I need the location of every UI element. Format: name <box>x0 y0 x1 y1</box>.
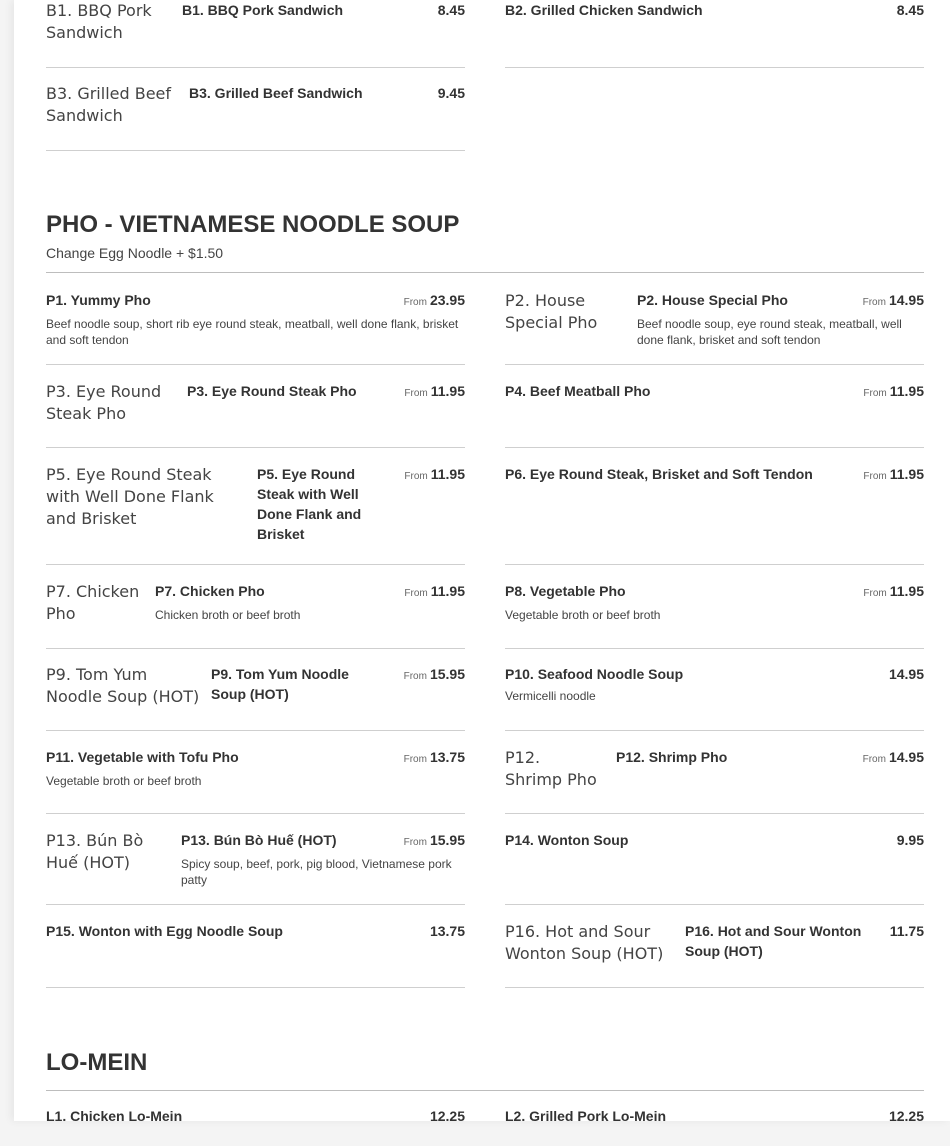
item-name[interactable]: P6. Eye Round Steak, Brisket and Soft Tendon <box>505 466 813 482</box>
item-image[interactable]: P12. Shrimp Pho <box>505 748 597 789</box>
from-label: From <box>404 388 428 399</box>
item-name[interactable]: P5. Eye Round Steak with Well Done Flank and Brisket <box>257 466 362 542</box>
from-label: From <box>403 297 427 308</box>
from-label: From <box>863 471 887 482</box>
item-image[interactable]: P16. Hot and Sour Wonton Soup (HOT) <box>505 922 664 963</box>
item-name[interactable]: P11. Vegetable with Tofu Pho <box>46 749 239 765</box>
item-description: Beef noodle soup, short rib eye round steak, meatball, well done flank, brisket and soft tendon <box>46 317 459 347</box>
item-price: 9.95 <box>896 832 924 848</box>
menu-item[interactable] <box>46 0 465 68</box>
menu-item[interactable] <box>505 921 924 988</box>
menu-item[interactable] <box>505 664 924 731</box>
item-name[interactable]: P1. Yummy Pho <box>46 292 151 308</box>
item-description: Vermicelli noodle <box>505 689 596 703</box>
menu-item[interactable] <box>46 664 465 731</box>
item-name[interactable]: L2. Grilled Pork Lo-Mein <box>505 1108 667 1124</box>
menu-item[interactable] <box>505 747 924 814</box>
item-description: Beef noodle soup, eye round steak, meatball, well done flank, brisket and soft tendon <box>637 317 902 347</box>
item-description: Vegetable broth or beef broth <box>505 608 661 622</box>
item-name[interactable]: P15. Wonton with Egg Noodle Soup <box>46 923 283 939</box>
menu-item[interactable] <box>46 581 465 649</box>
menu-item[interactable] <box>46 83 465 151</box>
menu-item[interactable] <box>505 1106 924 1146</box>
menu-item[interactable] <box>46 830 465 905</box>
item-price: From 15.95 <box>403 666 465 682</box>
item-price: From 11.95 <box>863 383 924 399</box>
item-price: From 14.95 <box>862 292 924 308</box>
section-title-pho: PHO - VIETNAMESE NOODLE SOUP <box>46 211 460 238</box>
menu-page <box>14 0 950 1124</box>
item-name[interactable]: P13. Bún Bò Huế (HOT) <box>181 832 337 848</box>
item-price: From 14.95 <box>862 749 924 765</box>
item-image[interactable]: P9. Tom Yum Noodle Soup (HOT) <box>46 665 200 706</box>
from-label: From <box>862 297 886 308</box>
from-label: From <box>404 588 428 599</box>
from-label: From <box>403 754 427 765</box>
item-name[interactable]: B2. Grilled Chicken Sandwich <box>505 2 703 18</box>
item-image[interactable]: P2. House Special Pho <box>505 291 598 332</box>
item-image[interactable]: P13. Bún Bò Huế (HOT) <box>46 831 144 872</box>
item-price: 13.75 <box>429 923 465 939</box>
item-name[interactable]: P16. Hot and Sour Wonton Soup (HOT) <box>685 923 862 959</box>
item-description: Vegetable broth or beef broth <box>46 774 202 788</box>
menu-item[interactable] <box>46 747 465 814</box>
menu-item[interactable] <box>46 290 465 365</box>
item-name[interactable]: P4. Beef Meatball Pho <box>505 383 651 399</box>
item-price: 9.45 <box>437 85 465 101</box>
item-name[interactable]: P7. Chicken Pho <box>155 583 265 599</box>
item-price: From 13.75 <box>403 749 465 765</box>
item-name[interactable]: P12. Shrimp Pho <box>616 749 728 765</box>
menu-item[interactable] <box>505 381 924 448</box>
from-label: From <box>403 837 427 848</box>
from-label: From <box>863 588 887 599</box>
item-image[interactable]: B3. Grilled Beef Sandwich <box>46 84 172 125</box>
item-price: 14.95 <box>888 666 924 682</box>
menu-item[interactable] <box>46 381 465 448</box>
item-image[interactable]: P7. Chicken Pho <box>46 582 140 623</box>
item-price: 8.45 <box>896 2 924 18</box>
item-name[interactable]: B1. BBQ Pork Sandwich <box>182 2 344 18</box>
item-price: 12.25 <box>888 1108 924 1124</box>
menu-item[interactable] <box>46 1106 465 1146</box>
item-price: From 11.95 <box>404 583 465 599</box>
item-description: Chicken broth or beef broth <box>155 608 301 622</box>
item-name[interactable]: P10. Seafood Noodle Soup <box>505 666 684 682</box>
menu-item[interactable] <box>505 464 924 565</box>
menu-item[interactable] <box>505 0 924 68</box>
menu-item[interactable] <box>46 921 465 988</box>
item-price: From 23.95 <box>403 292 465 308</box>
item-image[interactable]: B1. BBQ Pork Sandwich <box>46 1 152 42</box>
from-label: From <box>863 388 887 399</box>
section-title-lomein: LO-MEIN <box>46 1049 148 1076</box>
section-divider <box>46 272 924 273</box>
item-name[interactable]: P8. Vegetable Pho <box>505 583 626 599</box>
item-name[interactable]: P3. Eye Round Steak Pho <box>187 383 357 399</box>
item-image[interactable]: P5. Eye Round Steak with Well Done Flank and Brisket <box>46 465 214 528</box>
item-price: 11.75 <box>889 923 924 939</box>
item-name[interactable]: B3. Grilled Beef Sandwich <box>189 85 363 101</box>
item-name[interactable]: L1. Chicken Lo-Mein <box>46 1108 183 1124</box>
menu-item[interactable] <box>505 830 924 905</box>
item-name[interactable]: P9. Tom Yum Noodle Soup (HOT) <box>211 666 349 702</box>
item-price: From 11.95 <box>404 383 465 399</box>
section-note: Change Egg Noodle + $1.50 <box>46 245 224 261</box>
item-price: 12.25 <box>429 1108 465 1124</box>
item-description: Spicy soup, beef, pork, pig blood, Vietnamese pork patty <box>181 857 452 887</box>
menu-item[interactable] <box>505 581 924 649</box>
item-price: From 11.95 <box>404 466 465 482</box>
item-price: 8.45 <box>437 2 465 18</box>
section-divider <box>46 1090 924 1091</box>
from-label: From <box>862 754 886 765</box>
item-image[interactable]: P3. Eye Round Steak Pho <box>46 382 162 423</box>
item-name[interactable]: P2. House Special Pho <box>637 292 788 308</box>
menu-item[interactable] <box>505 290 924 365</box>
item-price: From 11.95 <box>863 466 924 482</box>
from-label: From <box>403 671 427 682</box>
menu-item[interactable] <box>46 464 465 565</box>
item-price: From 11.95 <box>863 583 924 599</box>
from-label: From <box>404 471 428 482</box>
item-name[interactable]: P14. Wonton Soup <box>505 832 629 848</box>
item-price: From 15.95 <box>403 832 465 848</box>
